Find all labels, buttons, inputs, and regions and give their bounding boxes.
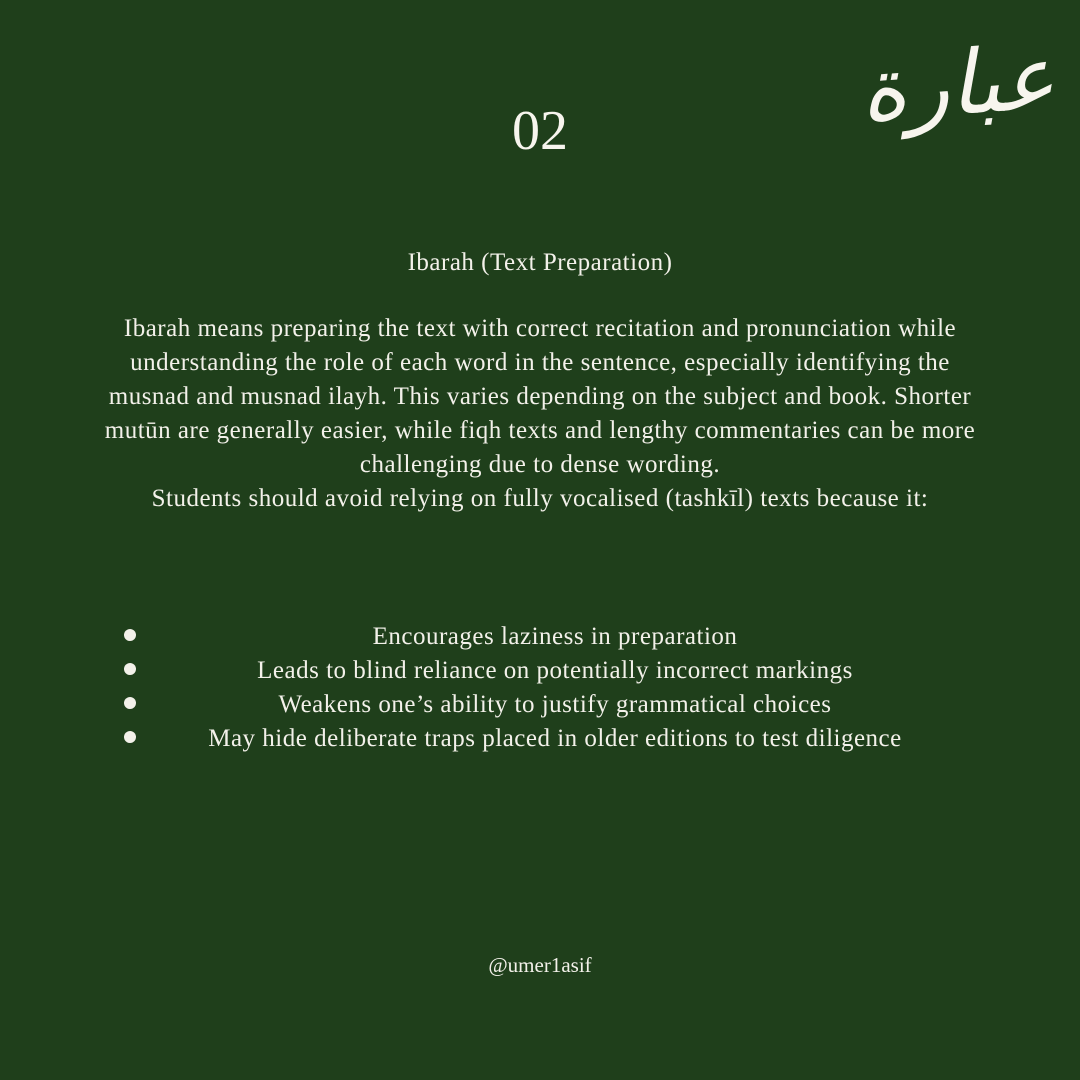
list-item xyxy=(120,654,950,688)
list-item-text: Leads to blind reliance on potentially incorrect markings xyxy=(257,657,853,684)
list-item xyxy=(120,620,950,654)
list-item xyxy=(120,722,950,756)
bullet-icon xyxy=(124,629,136,641)
list-item-text: Weakens one’s ability to justify grammatical choices xyxy=(278,691,832,718)
bullet-icon xyxy=(124,697,136,709)
arabic-title: عبارة xyxy=(856,25,1058,142)
paragraph-advice: Students should avoid relying on fully vocalised (tashkīl) texts because it: xyxy=(151,485,929,512)
author-handle: @umer1asif xyxy=(488,953,592,977)
list-item-text: Encourages laziness in preparation xyxy=(372,623,738,650)
body-text xyxy=(100,312,980,516)
bullet-icon xyxy=(124,731,136,743)
paragraph-definition: Ibarah means preparing the text with correct recitation and pronunciation while understanding the role of each word in the sentence, especially identifying the musnad and musnad ilayh. This varies depending on the subject and book. Shorter mutūn are generally easier, while fiqh texts and lengthy commentaries can be more challenging due to dense wording. xyxy=(104,315,976,478)
slide-number: 02 xyxy=(512,100,568,162)
section-heading: Ibarah (Text Preparation) xyxy=(407,249,673,276)
bullet-icon xyxy=(124,663,136,675)
list-item-text: May hide deliberate traps placed in older editions to test diligence xyxy=(208,725,902,752)
reasons-list xyxy=(120,620,950,756)
list-item xyxy=(120,688,950,722)
